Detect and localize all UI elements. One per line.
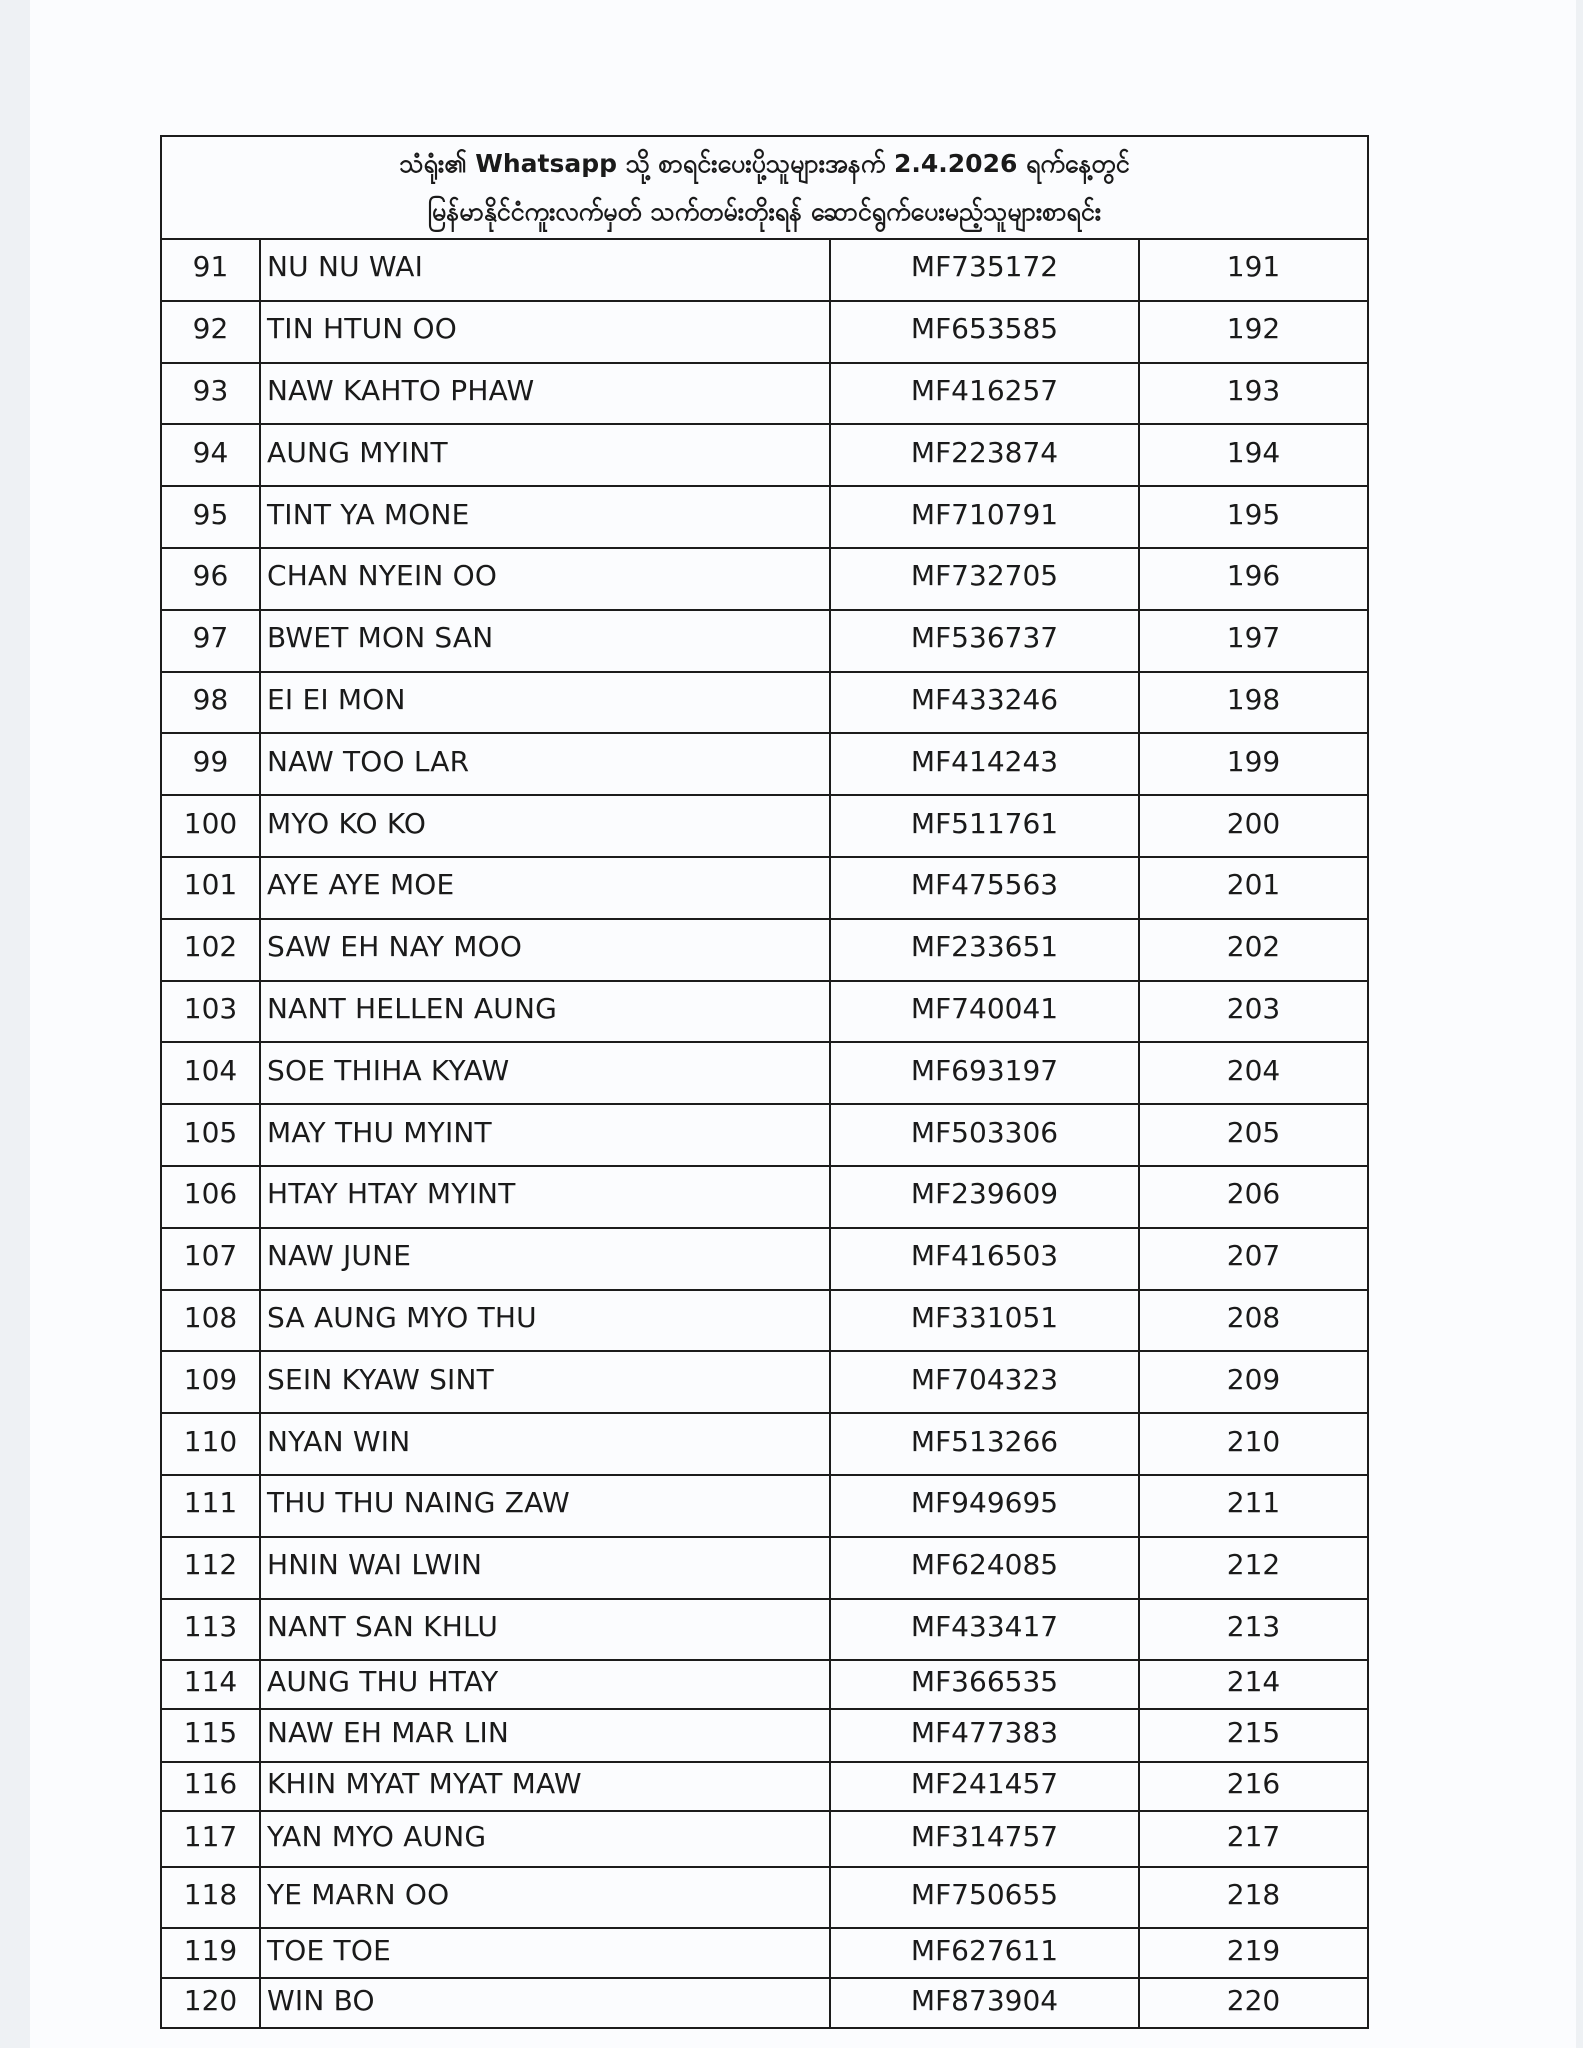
passport-number-cell bbox=[830, 1762, 1139, 1811]
passport-number: MF331051 bbox=[910, 1300, 1059, 1334]
person-name: THU THU NAING ZAW bbox=[267, 1486, 570, 1520]
table-row bbox=[161, 301, 1368, 363]
row-number: 102 bbox=[183, 930, 238, 964]
person-name-cell bbox=[260, 1928, 830, 1978]
sequence-number: 214 bbox=[1226, 1665, 1281, 1699]
passport-number: MF624085 bbox=[910, 1548, 1059, 1582]
row-number-cell bbox=[161, 857, 260, 919]
sequence-number: 200 bbox=[1226, 806, 1281, 840]
row-number: 114 bbox=[183, 1665, 238, 1699]
sequence-number-cell bbox=[1139, 1928, 1368, 1978]
sequence-number-cell bbox=[1139, 795, 1368, 857]
sequence-number-cell bbox=[1139, 486, 1368, 548]
passport-number: MF239609 bbox=[910, 1177, 1059, 1211]
sequence-number-cell bbox=[1139, 1104, 1368, 1166]
person-name-cell bbox=[260, 1104, 830, 1166]
passport-number: MF653585 bbox=[910, 312, 1059, 346]
person-name: NYAN WIN bbox=[267, 1424, 411, 1458]
sequence-number-cell bbox=[1139, 1228, 1368, 1290]
sequence-number: 210 bbox=[1226, 1424, 1281, 1458]
row-number-cell bbox=[161, 1811, 260, 1867]
table-row bbox=[161, 1978, 1368, 2028]
passport-number-cell bbox=[830, 1166, 1139, 1228]
sequence-number: 199 bbox=[1226, 744, 1281, 778]
passport-number: MF693197 bbox=[910, 1053, 1059, 1087]
person-name: HNIN WAI LWIN bbox=[267, 1548, 483, 1582]
person-name-cell bbox=[260, 733, 830, 795]
table-row bbox=[161, 919, 1368, 981]
person-name: SA AUNG MYO THU bbox=[267, 1300, 537, 1334]
row-number: 110 bbox=[183, 1424, 238, 1458]
sequence-number-cell bbox=[1139, 1811, 1368, 1867]
table-row bbox=[161, 672, 1368, 734]
passport-number-cell bbox=[830, 1978, 1139, 2028]
row-number-cell bbox=[161, 1660, 260, 1709]
sequence-number-cell bbox=[1139, 301, 1368, 363]
table-row bbox=[161, 1709, 1368, 1762]
passport-number: MF241457 bbox=[910, 1767, 1059, 1801]
row-number: 108 bbox=[183, 1300, 238, 1334]
row-number-cell bbox=[161, 239, 260, 301]
sequence-number: 218 bbox=[1226, 1878, 1281, 1912]
row-number: 103 bbox=[183, 991, 238, 1025]
table-row bbox=[161, 1166, 1368, 1228]
person-name: NU NU WAI bbox=[267, 250, 424, 284]
sequence-number: 215 bbox=[1226, 1716, 1281, 1750]
row-number-cell bbox=[161, 919, 260, 981]
sequence-number-cell bbox=[1139, 981, 1368, 1043]
row-number: 120 bbox=[183, 1983, 238, 2017]
passport-number: MF750655 bbox=[910, 1878, 1059, 1912]
sequence-number: 191 bbox=[1226, 250, 1281, 284]
sequence-number: 196 bbox=[1226, 559, 1281, 593]
passport-number: MF233651 bbox=[910, 930, 1059, 964]
row-number-cell bbox=[161, 1867, 260, 1928]
sequence-number-cell bbox=[1139, 1709, 1368, 1762]
row-number: 92 bbox=[192, 312, 229, 346]
table-row bbox=[161, 548, 1368, 610]
row-number: 117 bbox=[183, 1819, 238, 1853]
row-number-cell bbox=[161, 1104, 260, 1166]
row-number-cell bbox=[161, 1413, 260, 1475]
row-number: 95 bbox=[192, 497, 229, 531]
table-row bbox=[161, 1928, 1368, 1978]
row-number: 116 bbox=[183, 1767, 238, 1801]
sequence-number: 217 bbox=[1226, 1819, 1281, 1853]
sequence-number-cell bbox=[1139, 733, 1368, 795]
passport-number: MF433417 bbox=[910, 1609, 1059, 1643]
passport-number-cell bbox=[830, 239, 1139, 301]
person-name-cell bbox=[260, 1290, 830, 1352]
row-number: 98 bbox=[192, 682, 229, 716]
row-number-cell bbox=[161, 1928, 260, 1978]
sequence-number-cell bbox=[1139, 610, 1368, 672]
row-number-cell bbox=[161, 981, 260, 1043]
row-number-cell bbox=[161, 1290, 260, 1352]
table-row bbox=[161, 1537, 1368, 1599]
passport-number-cell bbox=[830, 1351, 1139, 1413]
passport-number-cell bbox=[830, 363, 1139, 425]
person-name: SEIN KYAW SINT bbox=[267, 1362, 494, 1396]
sequence-number: 206 bbox=[1226, 1177, 1281, 1211]
passport-number: MF433246 bbox=[910, 682, 1059, 716]
person-name-cell bbox=[260, 363, 830, 425]
table-row bbox=[161, 1290, 1368, 1352]
person-name: AUNG THU HTAY bbox=[267, 1665, 499, 1699]
table-row bbox=[161, 1104, 1368, 1166]
sequence-number-cell bbox=[1139, 1413, 1368, 1475]
person-name-cell bbox=[260, 1660, 830, 1709]
table-row bbox=[161, 1351, 1368, 1413]
sequence-number: 203 bbox=[1226, 991, 1281, 1025]
sequence-number: 213 bbox=[1226, 1609, 1281, 1643]
passport-number-cell bbox=[830, 1599, 1139, 1661]
sequence-number: 212 bbox=[1226, 1548, 1281, 1582]
table-row bbox=[161, 1811, 1368, 1867]
sequence-number-cell bbox=[1139, 1290, 1368, 1352]
passport-number: MF503306 bbox=[910, 1115, 1059, 1149]
person-name-cell bbox=[260, 1811, 830, 1867]
table-row bbox=[161, 363, 1368, 425]
sequence-number: 209 bbox=[1226, 1362, 1281, 1396]
passport-number-cell bbox=[830, 548, 1139, 610]
sequence-number: 204 bbox=[1226, 1053, 1281, 1087]
person-name-cell bbox=[260, 1042, 830, 1104]
row-number: 107 bbox=[183, 1239, 238, 1273]
sequence-number: 202 bbox=[1226, 930, 1281, 964]
scan-edge-right bbox=[1576, 0, 1583, 2048]
title-line-2: မြန်မာနိုင်ငံကူးလက်မှတ် သက်တမ်းတိုးရန် ဆောင်ရွက်ပေးမည့်သူများစာရင်း bbox=[427, 196, 1102, 226]
sequence-number-cell bbox=[1139, 548, 1368, 610]
table-row bbox=[161, 981, 1368, 1043]
person-name: NAW JUNE bbox=[267, 1239, 412, 1273]
person-name-cell bbox=[260, 795, 830, 857]
person-name: SAW EH NAY MOO bbox=[267, 930, 523, 964]
passport-number-cell bbox=[830, 1811, 1139, 1867]
sequence-number: 197 bbox=[1226, 621, 1281, 655]
person-name-cell bbox=[260, 1228, 830, 1290]
passport-number-cell bbox=[830, 857, 1139, 919]
sequence-number: 208 bbox=[1226, 1300, 1281, 1334]
row-number: 93 bbox=[192, 373, 229, 407]
sequence-number: 193 bbox=[1226, 373, 1281, 407]
sequence-number: 219 bbox=[1226, 1933, 1281, 1967]
row-number-cell bbox=[161, 548, 260, 610]
row-number-cell bbox=[161, 795, 260, 857]
person-name-cell bbox=[260, 239, 830, 301]
passport-number-cell bbox=[830, 981, 1139, 1043]
person-name-cell bbox=[260, 1537, 830, 1599]
person-name: TIN HTUN OO bbox=[267, 312, 457, 346]
sequence-number-cell bbox=[1139, 1762, 1368, 1811]
passport-number: MF477383 bbox=[910, 1716, 1059, 1750]
sequence-number: 216 bbox=[1226, 1767, 1281, 1801]
sequence-number: 198 bbox=[1226, 682, 1281, 716]
sequence-number-cell bbox=[1139, 1475, 1368, 1537]
person-name-cell bbox=[260, 1475, 830, 1537]
person-name-cell bbox=[260, 1351, 830, 1413]
person-name: CHAN NYEIN OO bbox=[267, 559, 498, 593]
person-name: NAW EH MAR LIN bbox=[267, 1716, 510, 1750]
sequence-number-cell bbox=[1139, 1867, 1368, 1928]
person-name-cell bbox=[260, 548, 830, 610]
passport-renewal-list-table bbox=[160, 135, 1369, 2029]
row-number: 91 bbox=[192, 250, 229, 284]
row-number-cell bbox=[161, 301, 260, 363]
sequence-number: 194 bbox=[1226, 435, 1281, 469]
person-name: TOE TOE bbox=[267, 1933, 391, 1967]
passport-number: MF732705 bbox=[910, 559, 1059, 593]
sequence-number: 207 bbox=[1226, 1239, 1281, 1273]
table-row bbox=[161, 857, 1368, 919]
table-title bbox=[161, 136, 1368, 239]
row-number: 94 bbox=[192, 435, 229, 469]
row-number: 97 bbox=[192, 621, 229, 655]
passport-number: MF536737 bbox=[910, 621, 1059, 655]
passport-number-cell bbox=[830, 733, 1139, 795]
person-name-cell bbox=[260, 981, 830, 1043]
person-name-cell bbox=[260, 1599, 830, 1661]
passport-number: MF735172 bbox=[910, 250, 1059, 284]
sequence-number-cell bbox=[1139, 1166, 1368, 1228]
table-row bbox=[161, 1599, 1368, 1661]
person-name-cell bbox=[260, 610, 830, 672]
person-name-cell bbox=[260, 857, 830, 919]
passport-number: MF710791 bbox=[910, 497, 1059, 531]
row-number-cell bbox=[161, 1978, 260, 2028]
person-name: MYO KO KO bbox=[267, 806, 427, 840]
passport-number-cell bbox=[830, 1228, 1139, 1290]
sequence-number-cell bbox=[1139, 1351, 1368, 1413]
passport-number: MF627611 bbox=[910, 1933, 1059, 1967]
row-number: 96 bbox=[192, 559, 229, 593]
row-number-cell bbox=[161, 1475, 260, 1537]
person-name: BWET MON SAN bbox=[267, 621, 494, 655]
row-number-cell bbox=[161, 1166, 260, 1228]
sequence-number-cell bbox=[1139, 1042, 1368, 1104]
row-number-cell bbox=[161, 1351, 260, 1413]
passport-number-cell bbox=[830, 1537, 1139, 1599]
row-number-cell bbox=[161, 1228, 260, 1290]
passport-number: MF704323 bbox=[910, 1362, 1059, 1396]
table-row bbox=[161, 239, 1368, 301]
table-row bbox=[161, 1228, 1368, 1290]
table-row bbox=[161, 610, 1368, 672]
passport-number: MF511761 bbox=[910, 806, 1059, 840]
passport-number-cell bbox=[830, 1413, 1139, 1475]
person-name: NAW KAHTO PHAW bbox=[267, 373, 535, 407]
person-name: TINT YA MONE bbox=[267, 497, 470, 531]
passport-number-cell bbox=[830, 672, 1139, 734]
passport-number: MF475563 bbox=[910, 868, 1059, 902]
passport-number: MF416257 bbox=[910, 373, 1059, 407]
row-number-cell bbox=[161, 1709, 260, 1762]
row-number: 115 bbox=[183, 1716, 238, 1750]
sequence-number-cell bbox=[1139, 363, 1368, 425]
sequence-number-cell bbox=[1139, 919, 1368, 981]
passport-number: MF223874 bbox=[910, 435, 1059, 469]
table-row bbox=[161, 733, 1368, 795]
sequence-number: 192 bbox=[1226, 312, 1281, 346]
scan-edge-left bbox=[0, 0, 30, 2048]
passport-number-cell bbox=[830, 486, 1139, 548]
row-number-cell bbox=[161, 1599, 260, 1661]
row-number-cell bbox=[161, 1537, 260, 1599]
person-name-cell bbox=[260, 1166, 830, 1228]
passport-number-cell bbox=[830, 1475, 1139, 1537]
person-name: WIN BO bbox=[267, 1983, 375, 2017]
passport-number-cell bbox=[830, 1042, 1139, 1104]
sequence-number-cell bbox=[1139, 672, 1368, 734]
person-name-cell bbox=[260, 919, 830, 981]
row-number: 105 bbox=[183, 1115, 238, 1149]
table-row bbox=[161, 424, 1368, 486]
row-number: 111 bbox=[183, 1486, 238, 1520]
passport-number: MF513266 bbox=[910, 1424, 1059, 1458]
table-row bbox=[161, 486, 1368, 548]
row-number-cell bbox=[161, 1042, 260, 1104]
table-row bbox=[161, 1762, 1368, 1811]
sequence-number-cell bbox=[1139, 1660, 1368, 1709]
person-name-cell bbox=[260, 424, 830, 486]
row-number-cell bbox=[161, 424, 260, 486]
passport-number: MF949695 bbox=[910, 1486, 1059, 1520]
person-name: YAN MYO AUNG bbox=[267, 1819, 487, 1853]
sequence-number-cell bbox=[1139, 857, 1368, 919]
row-number: 101 bbox=[183, 868, 238, 902]
passport-number-cell bbox=[830, 301, 1139, 363]
person-name: SOE THIHA KYAW bbox=[267, 1053, 510, 1087]
row-number-cell bbox=[161, 733, 260, 795]
passport-number-cell bbox=[830, 1928, 1139, 1978]
person-name: EI EI MON bbox=[267, 682, 406, 716]
sequence-number-cell bbox=[1139, 239, 1368, 301]
sequence-number-cell bbox=[1139, 1537, 1368, 1599]
table-row bbox=[161, 795, 1368, 857]
person-name: NANT SAN KHLU bbox=[267, 1609, 499, 1643]
person-name: AUNG MYINT bbox=[267, 435, 448, 469]
sequence-number: 211 bbox=[1226, 1486, 1281, 1520]
passport-number-cell bbox=[830, 424, 1139, 486]
sequence-number: 195 bbox=[1226, 497, 1281, 531]
row-number: 112 bbox=[183, 1548, 238, 1582]
passport-number-cell bbox=[830, 1660, 1139, 1709]
person-name: HTAY HTAY MYINT bbox=[267, 1177, 516, 1211]
row-number: 118 bbox=[183, 1878, 238, 1912]
passport-number: MF416503 bbox=[910, 1239, 1059, 1273]
passport-number: MF414243 bbox=[910, 744, 1059, 778]
row-number-cell bbox=[161, 363, 260, 425]
person-name: AYE AYE MOE bbox=[267, 868, 455, 902]
person-name-cell bbox=[260, 1867, 830, 1928]
row-number: 100 bbox=[183, 806, 238, 840]
person-name: NANT HELLEN AUNG bbox=[267, 991, 558, 1025]
passport-number-cell bbox=[830, 1104, 1139, 1166]
title-line-1: သံရုံး၏ Whatsapp သို့ စာရင်းပေးပို့သူများအနက် 2.4.2026 ရက်နေ့တွင် bbox=[399, 148, 1130, 178]
person-name-cell bbox=[260, 1762, 830, 1811]
sequence-number-cell bbox=[1139, 424, 1368, 486]
row-number-cell bbox=[161, 672, 260, 734]
person-name-cell bbox=[260, 1978, 830, 2028]
sequence-number-cell bbox=[1139, 1978, 1368, 2028]
table-row bbox=[161, 1660, 1368, 1709]
row-number: 113 bbox=[183, 1609, 238, 1643]
row-number: 104 bbox=[183, 1053, 238, 1087]
row-number-cell bbox=[161, 486, 260, 548]
person-name-cell bbox=[260, 672, 830, 734]
row-number: 99 bbox=[192, 744, 229, 778]
passport-number-cell bbox=[830, 1867, 1139, 1928]
row-number: 106 bbox=[183, 1177, 238, 1211]
table-row bbox=[161, 1413, 1368, 1475]
passport-number: MF366535 bbox=[910, 1665, 1059, 1699]
row-number: 119 bbox=[183, 1933, 238, 1967]
passport-number-cell bbox=[830, 1709, 1139, 1762]
passport-number: MF873904 bbox=[910, 1983, 1059, 2017]
passport-number: MF740041 bbox=[910, 991, 1059, 1025]
table-row bbox=[161, 1867, 1368, 1928]
row-number: 109 bbox=[183, 1362, 238, 1396]
person-name: KHIN MYAT MYAT MAW bbox=[267, 1767, 582, 1801]
person-name-cell bbox=[260, 486, 830, 548]
table-row bbox=[161, 1042, 1368, 1104]
title-row bbox=[161, 136, 1368, 239]
person-name-cell bbox=[260, 301, 830, 363]
person-name-cell bbox=[260, 1709, 830, 1762]
person-name: NAW TOO LAR bbox=[267, 744, 470, 778]
passport-number-cell bbox=[830, 610, 1139, 672]
row-number-cell bbox=[161, 610, 260, 672]
passport-number-cell bbox=[830, 795, 1139, 857]
sequence-number-cell bbox=[1139, 1599, 1368, 1661]
passport-number: MF314757 bbox=[910, 1819, 1059, 1853]
sequence-number: 201 bbox=[1226, 868, 1281, 902]
person-name: YE MARN OO bbox=[267, 1878, 450, 1912]
sequence-number: 205 bbox=[1226, 1115, 1281, 1149]
table-row bbox=[161, 1475, 1368, 1537]
passport-number-cell bbox=[830, 919, 1139, 981]
person-name-cell bbox=[260, 1413, 830, 1475]
row-number-cell bbox=[161, 1762, 260, 1811]
sequence-number: 220 bbox=[1226, 1983, 1281, 2017]
passport-number-cell bbox=[830, 1290, 1139, 1352]
person-name: MAY THU MYINT bbox=[267, 1115, 492, 1149]
